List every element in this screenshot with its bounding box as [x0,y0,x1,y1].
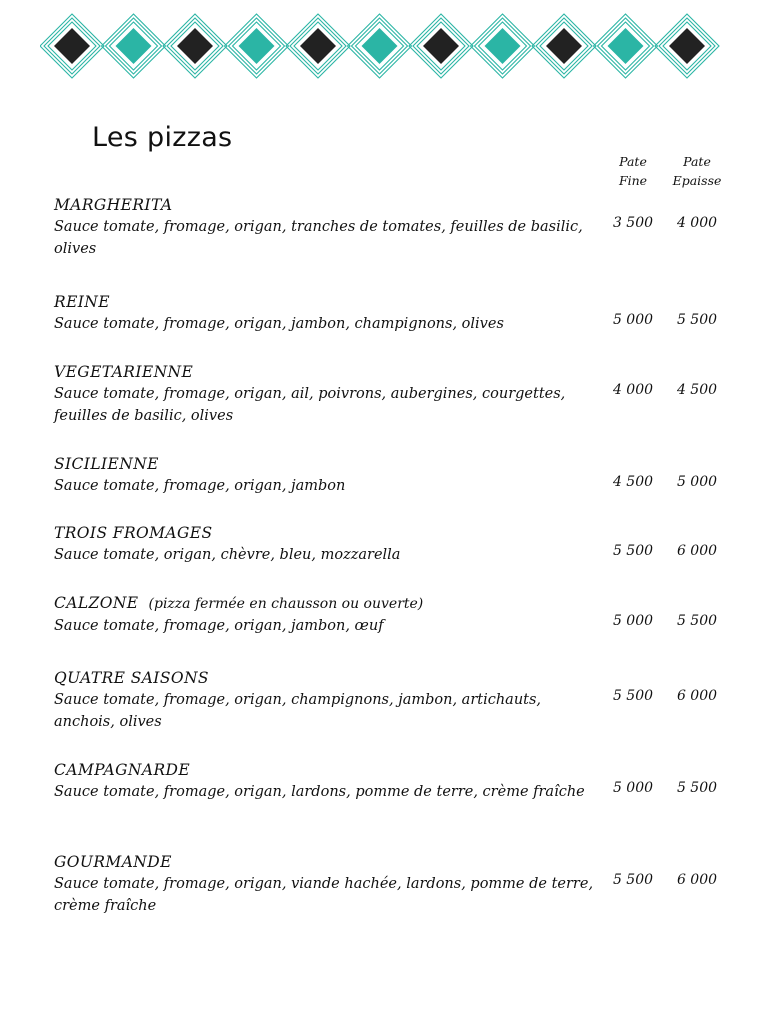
price-fine: 4 000 [612,382,654,398]
price-fine: 5 000 [612,613,654,629]
diamond-fill [669,28,705,64]
price-fine: 3 500 [612,215,654,231]
price-epaisse: 6 000 [676,872,718,888]
price-fine: 5 000 [612,312,654,328]
item-name: MARGHERITA [54,196,173,214]
diamond-fill [54,28,90,64]
item-description: Sauce tomate, fromage, origan, viande hachée, lardons, pomme de terre, crème fraîche [54,876,594,914]
column-header-pate-epaisse [662,152,732,190]
price-epaisse: 5 000 [676,474,718,490]
price-epaisse: 5 500 [676,780,718,796]
diamond-fill [546,28,582,64]
item-description: Sauce tomate, fromage, origan, champignons, jambon, artichauts, anchois, olives [54,692,542,730]
menu-item-calzone [54,592,604,637]
menu-item-trois-fromages [54,522,604,566]
item-description: Sauce tomate, fromage, origan, jambon, champignons, olives [54,316,504,332]
item-name: SICILIENNE [54,455,159,473]
item-note: (pizza fermée en chausson ou ouverte) [148,596,424,612]
item-name: GOURMANDE [54,853,172,871]
menu-item-margherita [54,194,604,260]
diamond-fill [362,28,398,64]
item-name: VEGETARIENNE [54,363,194,381]
diamond-fill [485,28,521,64]
menu-item-vegetarienne [54,361,604,427]
menu-item-campagnarde [54,759,604,803]
item-name: TROIS FROMAGES [54,524,213,542]
price-fine: 5 500 [612,543,654,559]
price-epaisse: 4 500 [676,382,718,398]
item-description: Sauce tomate, fromage, origan, lardons, pomme de terre, crème fraîche [54,784,585,800]
page-title: Les pizzas [92,122,233,154]
item-name: CALZONE (pizza fermée en chausson ou ouverte) [54,594,424,612]
item-description: Sauce tomate, fromage, origan, jambon, œuf [54,618,384,634]
price-epaisse: 5 500 [676,613,718,629]
diamond-fill [116,28,152,64]
diamond-fill [608,28,644,64]
diamond-fill [300,28,336,64]
diamond-fill [423,28,459,64]
menu-item-quatre-saisons [54,667,604,733]
price-fine: 4 500 [612,474,654,490]
item-name: CAMPAGNARDE [54,761,191,779]
column-header-pate-fine [598,152,668,190]
item-name: REINE [54,293,110,311]
price-fine: 5 000 [612,780,654,796]
item-description: Sauce tomate, fromage, origan, ail, poivrons, aubergines, courgettes, feuilles de basilic, olives [54,386,566,424]
diamond-fill [177,28,213,64]
menu-item-sicilienne [54,453,604,497]
diamond-fill [239,28,275,64]
price-epaisse: 4 000 [676,215,718,231]
column-header-line: Pate [619,154,647,169]
item-description: Sauce tomate, fromage, origan, tranches de tomates, feuilles de basilic, olives [54,219,583,257]
diamond-border-decoration [40,12,720,80]
item-description: Sauce tomate, origan, chèvre, bleu, mozzarella [54,547,401,563]
price-fine: 5 500 [612,688,654,704]
item-name: QUATRE SAISONS [54,669,209,687]
menu-item-reine [54,291,604,335]
price-epaisse: 6 000 [676,688,718,704]
column-header-line: Fine [618,173,648,188]
price-epaisse: 6 000 [676,543,718,559]
price-fine: 5 500 [612,872,654,888]
item-description: Sauce tomate, fromage, origan, jambon [54,478,346,494]
price-epaisse: 5 500 [676,312,718,328]
column-header-line: Epaisse [672,173,722,188]
column-header-line: Pate [683,154,711,169]
menu-item-gourmande [54,851,604,917]
